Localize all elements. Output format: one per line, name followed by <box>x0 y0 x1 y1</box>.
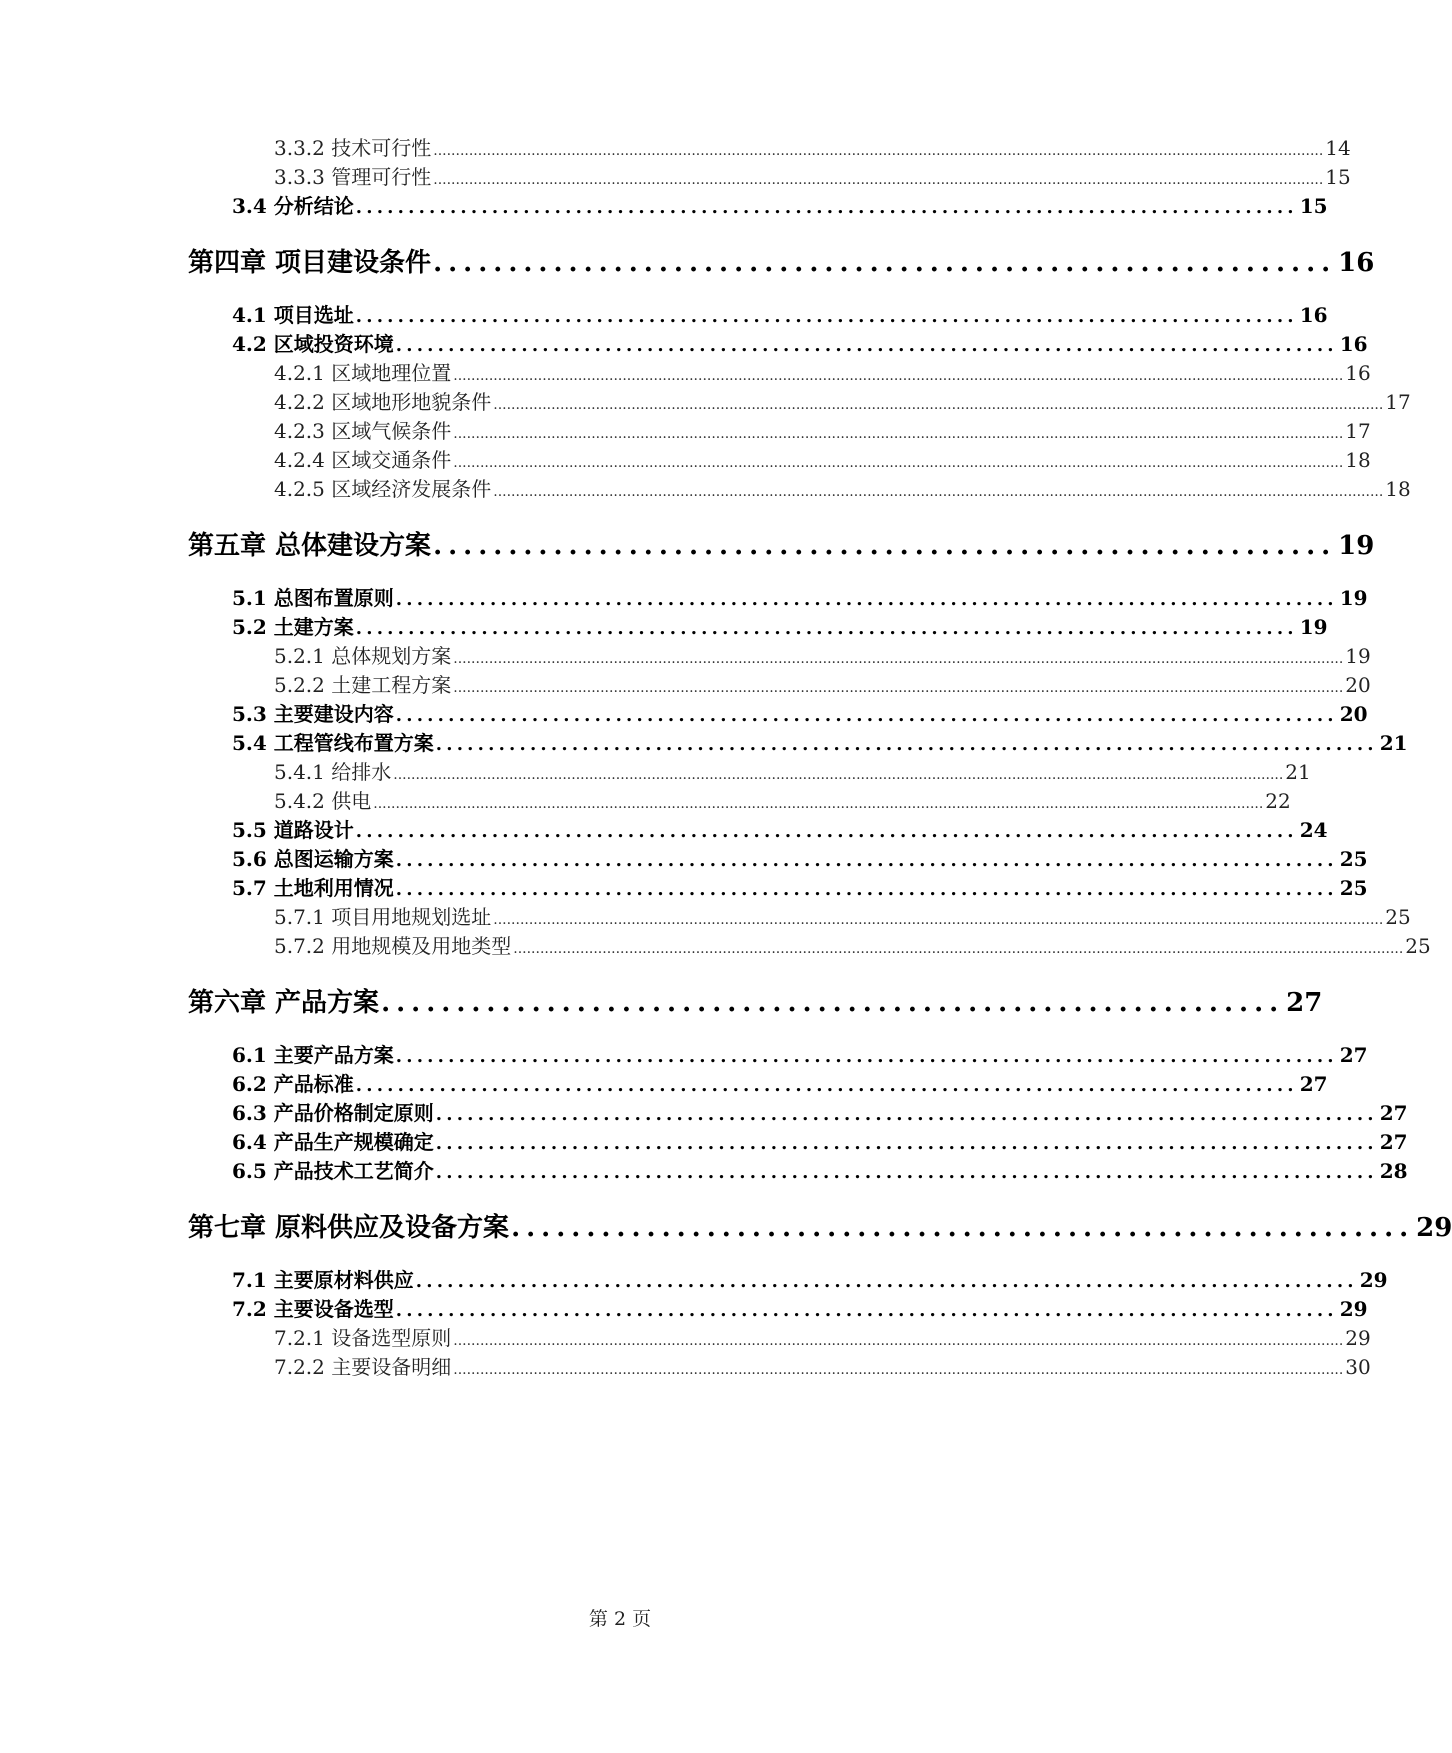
toc-entry-label: 5.7.1 项目用地规划选址 <box>274 905 492 929</box>
toc-section[interactable] <box>232 730 1408 758</box>
dot-leader: .......................................................................................... <box>395 1046 1338 1067</box>
toc-section[interactable] <box>232 701 1368 729</box>
dot-leader: ............................................................ <box>511 1213 1415 1243</box>
toc-subsection[interactable] <box>274 164 1351 193</box>
dot-leader: ........................................................................................................................................................................................................ <box>453 651 1344 667</box>
toc-entry-label: 3.3.2 技术可行性 <box>274 136 432 160</box>
toc-section[interactable] <box>232 1129 1408 1157</box>
toc-subsection[interactable] <box>274 135 1351 164</box>
dot-leader: .......................................................................................... <box>395 335 1338 356</box>
toc-subsection[interactable] <box>274 447 1371 476</box>
toc-page-number: 16 <box>1338 248 1375 278</box>
toc-entry-label: 3.3.3 管理可行性 <box>274 165 432 189</box>
toc-subsection[interactable] <box>274 933 1431 962</box>
toc-section[interactable] <box>232 193 1328 221</box>
dot-leader: .......................................................................................... <box>355 821 1298 842</box>
toc-section[interactable] <box>232 614 1328 642</box>
toc-entry-label: 4.2.3 区域气候条件 <box>274 419 452 443</box>
toc-page-number: 16 <box>1345 361 1371 385</box>
toc-entry-label: 5.2.1 总体规划方案 <box>274 644 452 668</box>
toc-entry-label: 7.1 主要原材料供应 <box>232 1268 414 1292</box>
toc-page-number: 27 <box>1299 1072 1328 1096</box>
dot-leader: ........................................................................................................................................................................................................ <box>453 426 1344 442</box>
toc-page-number: 29 <box>1339 1297 1368 1321</box>
dot-leader: .......................................................................................... <box>395 850 1338 871</box>
dot-leader: ........................................................................................................................................................................................................ <box>433 143 1324 159</box>
toc-subsection[interactable] <box>274 389 1411 418</box>
toc-page-number: 30 <box>1345 1355 1371 1379</box>
toc-entry-label: 5.6 总图运输方案 <box>232 847 394 871</box>
toc-chapter[interactable] <box>188 1212 1452 1244</box>
toc-page-number: 27 <box>1379 1101 1408 1125</box>
toc-chapter[interactable] <box>188 247 1375 279</box>
toc-page-number: 22 <box>1265 789 1291 813</box>
dot-leader: .......................................................................................... <box>355 197 1298 218</box>
toc-page-number: 25 <box>1385 905 1411 929</box>
toc-page-number: 19 <box>1299 615 1328 639</box>
toc-page-number: 18 <box>1345 448 1371 472</box>
toc-entry-label: 7.2.2 主要设备明细 <box>274 1355 452 1379</box>
toc-entry-label: 第五章 总体建设方案 <box>188 531 432 561</box>
toc-page-number: 21 <box>1285 760 1311 784</box>
dot-leader: ........................................................................................................................................................................................................ <box>453 680 1344 696</box>
toc-subsection[interactable] <box>274 360 1371 389</box>
toc-section[interactable] <box>232 1100 1408 1128</box>
dot-leader: ........................................................................................................................................................................................................ <box>453 455 1344 471</box>
toc-page-number: 29 <box>1416 1213 1452 1243</box>
dot-leader: .......................................................................................... <box>435 734 1378 755</box>
dot-leader: ............................................................ <box>433 248 1337 278</box>
dot-leader: ........................................................................................................................................................................................................ <box>373 796 1264 812</box>
toc-page-number: 20 <box>1345 673 1371 697</box>
toc-chapter[interactable] <box>188 530 1375 562</box>
toc-entry-label: 5.4.1 给排水 <box>274 760 392 784</box>
toc-page-number: 24 <box>1299 818 1328 842</box>
toc-page-number: 25 <box>1339 876 1368 900</box>
dot-leader: .......................................................................................... <box>415 1271 1358 1292</box>
toc-page-number: 27 <box>1339 1043 1368 1067</box>
toc-section[interactable] <box>232 1267 1388 1295</box>
dot-leader: ........................................................................................................................................................................................................ <box>453 1333 1344 1349</box>
toc-page-number: 15 <box>1325 165 1351 189</box>
dot-leader: .......................................................................................... <box>395 879 1338 900</box>
toc-entry-label: 5.5 道路设计 <box>232 818 354 842</box>
toc-entry-label: 4.2.1 区域地理位置 <box>274 361 452 385</box>
toc-page-number: 25 <box>1339 847 1368 871</box>
toc-entry-label: 5.4 工程管线布置方案 <box>232 731 434 755</box>
dot-leader: .......................................................................................... <box>395 589 1338 610</box>
dot-leader: .......................................................................................... <box>355 618 1298 639</box>
toc-page-number: 15 <box>1299 194 1328 218</box>
dot-leader: ........................................................................................................................................................................................................ <box>513 941 1404 957</box>
toc-entry-label: 4.2 区域投资环境 <box>232 332 394 356</box>
toc-entry-label: 7.2 主要设备选型 <box>232 1297 394 1321</box>
page-footer: 第 2 页 <box>588 1608 652 1630</box>
toc-page-number: 25 <box>1405 934 1431 958</box>
toc-subsection[interactable] <box>274 788 1291 817</box>
toc-section[interactable] <box>232 1042 1368 1070</box>
toc-entry-label: 第四章 项目建设条件 <box>188 248 432 278</box>
toc-entry-label: 6.1 主要产品方案 <box>232 1043 394 1067</box>
toc-subsection[interactable] <box>274 759 1311 788</box>
dot-leader: ........................................................................................................................................................................................................ <box>453 1362 1344 1378</box>
dot-leader: .......................................................................................... <box>435 1162 1378 1183</box>
toc-page-number: 28 <box>1379 1159 1408 1183</box>
dot-leader: ............................................................ <box>381 988 1285 1018</box>
dot-leader: .......................................................................................... <box>355 1075 1298 1096</box>
toc-section[interactable] <box>232 1158 1408 1186</box>
dot-leader: ........................................................................................................................................................................................................ <box>453 368 1344 384</box>
toc-subsection[interactable] <box>274 476 1411 505</box>
toc-subsection[interactable] <box>274 643 1371 672</box>
toc-page-number: 29 <box>1359 1268 1388 1292</box>
toc-entry-label: 4.2.5 区域经济发展条件 <box>274 477 492 501</box>
toc-page-number: 19 <box>1339 586 1368 610</box>
toc-entry-label: 6.5 产品技术工艺简介 <box>232 1159 434 1183</box>
toc-entry-label: 4.2.2 区域地形地貌条件 <box>274 390 492 414</box>
toc-chapter[interactable] <box>188 987 1323 1019</box>
toc-section[interactable] <box>232 331 1368 359</box>
toc-entry-label: 5.7 土地利用情况 <box>232 876 394 900</box>
dot-leader: .......................................................................................... <box>435 1133 1378 1154</box>
toc-entry-label: 6.3 产品价格制定原则 <box>232 1101 434 1125</box>
dot-leader: ........................................................................................................................................................................................................ <box>493 484 1384 500</box>
toc-page-number: 17 <box>1345 419 1371 443</box>
toc-entry-label: 4.1 项目选址 <box>232 303 354 327</box>
toc-entry-label: 5.7.2 用地规模及用地类型 <box>274 934 512 958</box>
toc-entry-label: 第六章 产品方案 <box>188 988 380 1018</box>
toc-entry-label: 5.2 土建方案 <box>232 615 354 639</box>
dot-leader: .......................................................................................... <box>435 1104 1378 1125</box>
toc-page-number: 20 <box>1339 702 1368 726</box>
toc-entry-label: 3.4 分析结论 <box>232 194 354 218</box>
toc-page-number: 27 <box>1379 1130 1408 1154</box>
toc-entry-label: 5.3 主要建设内容 <box>232 702 394 726</box>
toc-section[interactable] <box>232 585 1368 613</box>
toc-entry-label: 6.2 产品标准 <box>232 1072 354 1096</box>
toc-page-number: 16 <box>1299 303 1328 327</box>
toc-subsection[interactable] <box>274 418 1371 447</box>
dot-leader: ............................................................ <box>433 531 1337 561</box>
toc-subsection[interactable] <box>274 672 1371 701</box>
dot-leader: .......................................................................................... <box>395 1300 1338 1321</box>
toc-page-number: 17 <box>1385 390 1411 414</box>
toc-page-number: 16 <box>1339 332 1368 356</box>
toc-entry-label: 6.4 产品生产规模确定 <box>232 1130 434 1154</box>
toc-page-number: 14 <box>1325 136 1351 160</box>
toc-section[interactable] <box>232 846 1368 874</box>
toc-section[interactable] <box>232 1071 1328 1099</box>
dot-leader: ........................................................................................................................................................................................................ <box>493 912 1384 928</box>
dot-leader: ........................................................................................................................................................................................................ <box>393 767 1284 783</box>
toc-entry-label: 5.2.2 土建工程方案 <box>274 673 452 697</box>
toc-section[interactable] <box>232 1296 1368 1324</box>
toc-page-number: 29 <box>1345 1326 1371 1350</box>
dot-leader: ........................................................................................................................................................................................................ <box>433 172 1324 188</box>
dot-leader: .......................................................................................... <box>395 705 1338 726</box>
toc-entry-label: 7.2.1 设备选型原则 <box>274 1326 452 1350</box>
toc-entry-label: 5.1 总图布置原则 <box>232 586 394 610</box>
toc-page-number: 27 <box>1286 988 1323 1018</box>
toc-page-number: 18 <box>1385 477 1411 501</box>
toc-entry-label: 5.4.2 供电 <box>274 789 372 813</box>
dot-leader: .......................................................................................... <box>355 306 1298 327</box>
toc-entry-label: 4.2.4 区域交通条件 <box>274 448 452 472</box>
toc-page-number: 21 <box>1379 731 1408 755</box>
toc-section[interactable] <box>232 817 1328 845</box>
toc-page-number: 19 <box>1345 644 1371 668</box>
dot-leader: ........................................................................................................................................................................................................ <box>493 397 1384 413</box>
toc-section[interactable] <box>232 875 1368 903</box>
toc-subsection[interactable] <box>274 904 1411 933</box>
toc-subsection[interactable] <box>274 1354 1371 1383</box>
toc-entry-label: 第七章 原料供应及设备方案 <box>188 1213 510 1243</box>
toc-section[interactable] <box>232 302 1328 330</box>
toc-subsection[interactable] <box>274 1325 1371 1354</box>
toc-page-number: 19 <box>1338 531 1375 561</box>
